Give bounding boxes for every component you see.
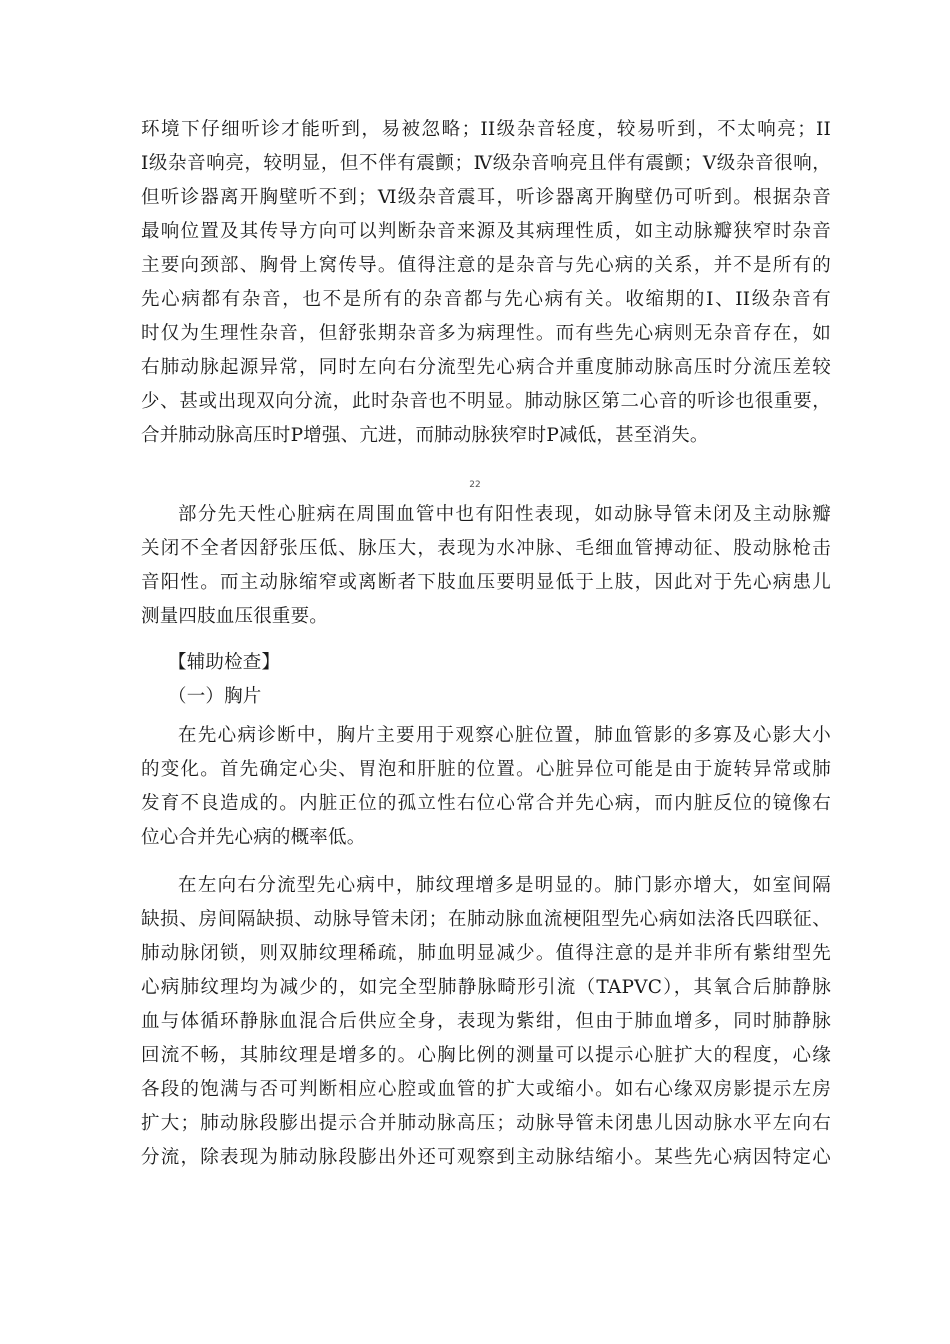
- text-line: 关闭不全者因舒张压低、脉压大，表现为水冲脉、毛细血管搏动征、股动脉枪击: [141, 538, 831, 559]
- text-line: 时仅为生理性杂音，但舒张期杂音多为病理性。而有些先心病则无杂音存在，如: [141, 323, 831, 344]
- text-line: 右肺动脉起源异常，同时左向右分流型先心病合并重度肺动脉高压时分流压差较: [141, 357, 831, 378]
- text-line: 扩大；肺动脉段膨出提示合并肺动脉高压；动脉导管未闭患儿因动脉水平左向右: [141, 1113, 831, 1134]
- text-line: 位心合并先心病的概率低。: [141, 827, 366, 848]
- text-line: 发育不良造成的。内脏正位的孤立性右位心常合并先心病，而内脏反位的镜像右: [141, 793, 831, 814]
- paragraph-first-line: 部分先天性心脏病在周围血管中也有阳性表现，如动脉导管未闭及主动脉瓣: [178, 504, 831, 525]
- paragraph-first-line: 在左向右分流型先心病中，肺纹理增多是明显的。肺门影亦增大，如室间隔: [178, 875, 831, 896]
- text-line: 各段的饱满与否可判断相应心腔或血管的扩大或缩小。如右心缘双房影提示左房: [141, 1079, 831, 1100]
- text-line: 但听诊器离开胸壁听不到；Ⅵ级杂音震耳，听诊器离开胸壁仍可听到。根据杂音: [141, 187, 831, 208]
- text-line: 环境下仔细听诊才能听到，易被忽略；II级杂音轻度，较易听到，不太响亮；II: [141, 119, 831, 140]
- subsection-heading: （一）胸片: [168, 686, 262, 707]
- text-line: 分流，除表现为肺动脉段膨出外还可观察到主动脉结缩小。某些先心病因特定心: [141, 1147, 831, 1168]
- text-line: 先心病都有杂音，也不是所有的杂音都与先心病有关。收缩期的I、II级杂音有: [141, 289, 831, 310]
- section-heading: 【辅助检查】: [168, 652, 281, 673]
- text-line: I级杂音响亮，较明显，但不伴有震颤；Ⅳ级杂音响亮且伴有震颤；Ⅴ级杂音很响，: [141, 153, 831, 174]
- text-line: 回流不畅，其肺纹理是增多的。心胸比例的测量可以提示心脏扩大的程度，心缘: [141, 1045, 831, 1066]
- text-line: 血与体循环静脉血混合后供应全身，表现为紫绀，但由于肺血增多，同时肺静脉: [141, 1011, 831, 1032]
- text-line: 缺损、房间隔缺损、动脉导管未闭；在肺动脉血流梗阻型先心病如法洛氏四联征、: [141, 909, 831, 930]
- text-line: 的变化。首先确定心尖、胃泡和肝脏的位置。心脏异位可能是由于旋转异常或肺: [141, 759, 831, 780]
- text-line: 少、甚或出现双向分流，此时杂音也不明显。肺动脉区第二心音的听诊也很重要，: [141, 391, 831, 412]
- text-line: 肺动脉闭锁，则双肺纹理稀疏，肺血明显减少。值得注意的是并非所有紫绀型先: [141, 943, 831, 964]
- page-number: 22: [469, 480, 481, 490]
- text-line: 主要向颈部、胸骨上窝传导。值得注意的是杂音与先心病的关系，并不是所有的: [141, 255, 831, 276]
- text-line: 音阳性。而主动脉缩窄或离断者下肢血压要明显低于上肢，因此对于先心病患儿: [141, 572, 831, 593]
- text-line: 心病肺纹理均为减少的，如完全型肺静脉畸形引流（TAPVC），其氧合后肺静脉: [141, 977, 831, 998]
- paragraph-first-line: 在先心病诊断中，胸片主要用于观察心脏位置，肺血管影的多寡及心影大小: [178, 725, 831, 746]
- text-line: 最响位置及其传导方向可以判断杂音来源及其病理性质，如主动脉瓣狭窄时杂音: [141, 221, 831, 242]
- text-line: 测量四肢血压很重要。: [141, 606, 329, 627]
- text-line: 合并肺动脉高压时P增强、亢进，而肺动脉狭窄时P减低，甚至消失。: [141, 425, 709, 446]
